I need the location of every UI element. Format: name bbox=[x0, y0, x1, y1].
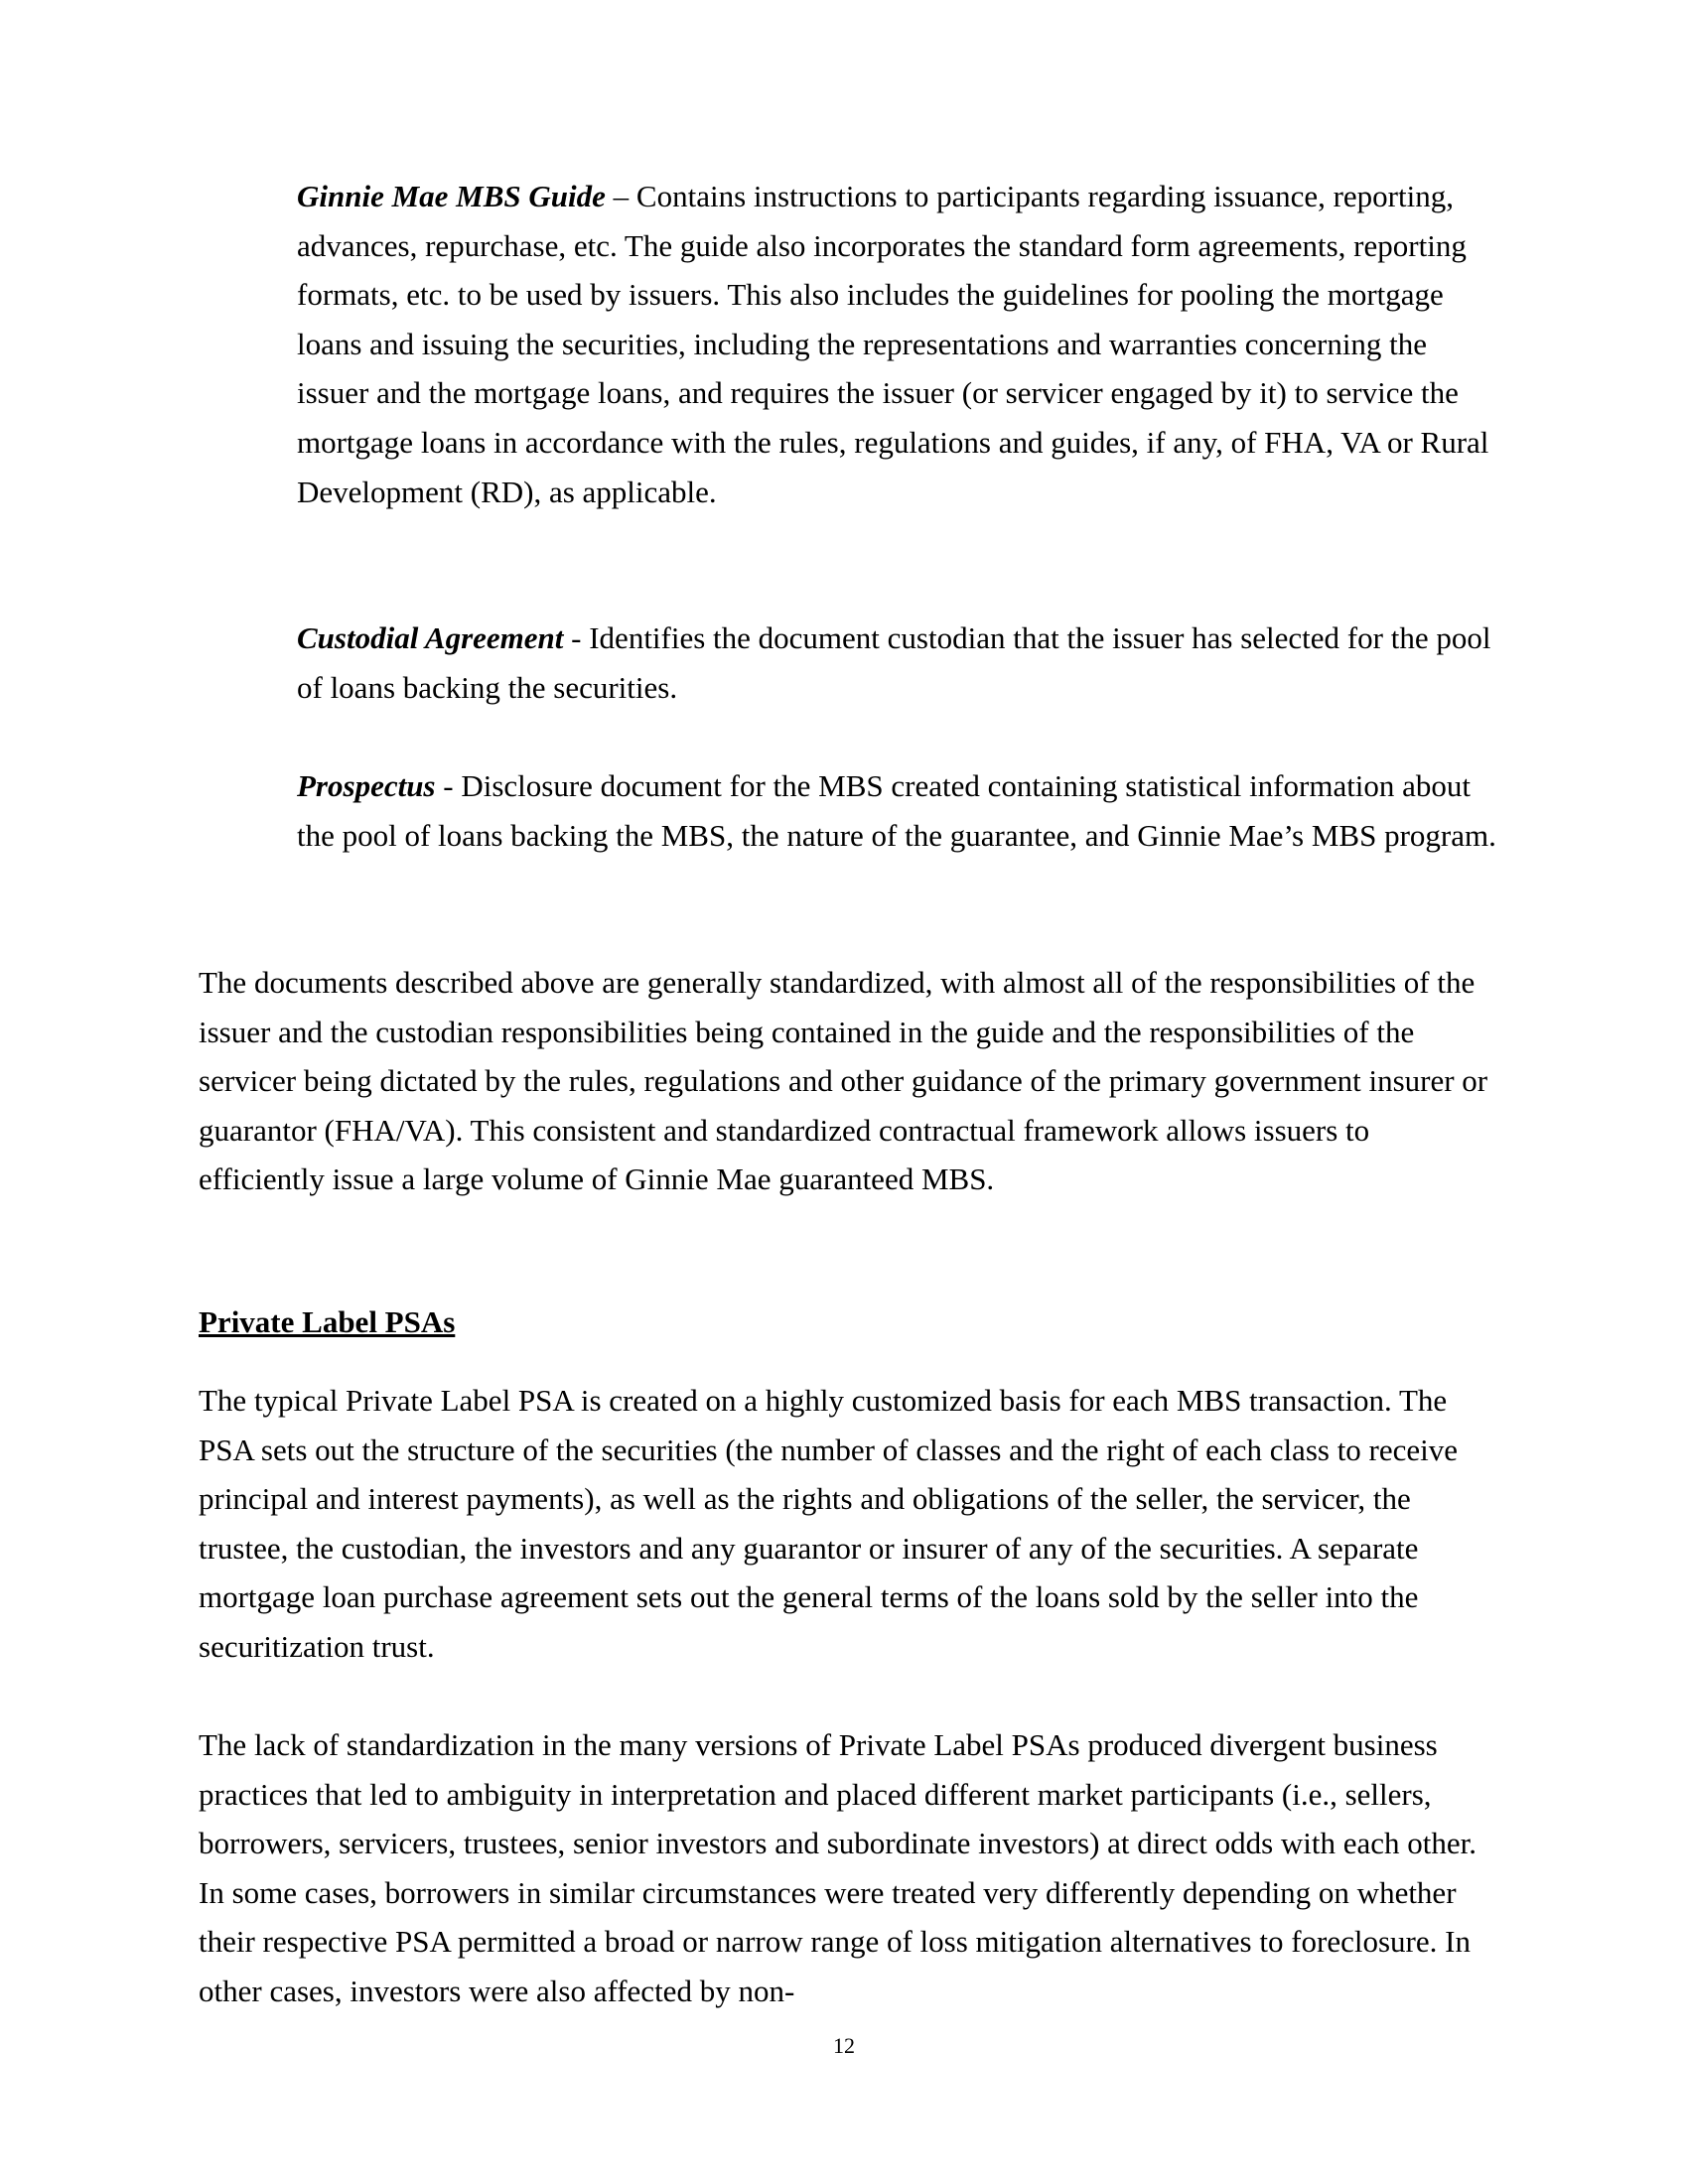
section-heading: Private Label PSAs bbox=[199, 1304, 456, 1339]
definition-separator: – bbox=[605, 179, 636, 213]
definition-text: Identifies the document custodian that the issuer has selected for the pool of loans backing the securities. bbox=[297, 620, 1491, 705]
definition-text: Contains instructions to participants regarding issuance, reporting, advances, repurchase, etc. The guide also incorporates the standard form agreements, reporting formats, etc. to be used by issuers. This also includes the guidelines for pooling the mortgage loans and issuing the securities, including the representations and warranties concerning the issuer and the mortgage loans, and requires the issuer (or servicer engaged by it) to service the mortgage loans in accordance with the rules, regulations and guides, if any, of FHA, VA or Rural Development (RD), as applicable. bbox=[297, 179, 1489, 509]
definition-ginnie-mae-mbs-guide bbox=[297, 172, 1503, 516]
definition-term: Ginnie Mae MBS Guide bbox=[297, 179, 606, 213]
definition-prospectus bbox=[297, 761, 1503, 860]
definition-separator: - bbox=[563, 620, 590, 655]
definition-text: Disclosure document for the MBS created containing statistical information about the pool of loans backing the MBS, the nature of the guarantee, and Ginnie Mae’s MBS program. bbox=[297, 768, 1496, 853]
paragraph-private-label-psa: The typical Private Label PSA is created on a highly customized basis for each MBS transaction. The PSA sets out the structure of the securities (the number of classes and the right of each class to receive principal and interest payments), as well as the rights and obligations of the seller, the servicer, the trustee, the custodian, the investors and any guarantor or insurer of any of the securities. A separate mortgage loan purchase agreement sets out the general terms of the loans sold by the seller into the securitization trust. bbox=[199, 1383, 1459, 1664]
paragraph-standardized-documents: The documents described above are generally standardized, with almost all of the responsibilities of the issuer and the custodian responsibilities being contained in the guide and the responsibilities of the servicer being dictated by the rules, regulations and other guidance of the primary government insurer or guarantor (FHA/VA). This consistent and standardized contractual framework allows issuers to efficiently issue a large volume of Ginnie Mae guaranteed MBS. bbox=[199, 965, 1488, 1197]
definition-term: Custodial Agreement bbox=[297, 620, 564, 655]
definition-custodial-agreement bbox=[297, 614, 1503, 712]
paragraph-lack-of-standardization: The lack of standardization in the many versions of Private Label PSAs produced divergent business practices that led to ambiguity in interpretation and placed different market participants (i.e., sellers, borrowers, servicers, trustees, senior investors and subordinate investors) at direct odds with each other. In some cases, borrowers in similar circumstances were treated very differently depending on whether their respective PSA permitted a broad or narrow range of loss mitigation alternatives to foreclosure. In other cases, investors were also affected by non- bbox=[199, 1727, 1477, 2008]
definition-separator: - bbox=[435, 768, 462, 803]
page-number: 12 bbox=[833, 2033, 855, 2058]
definition-term: Prospectus bbox=[297, 768, 436, 803]
